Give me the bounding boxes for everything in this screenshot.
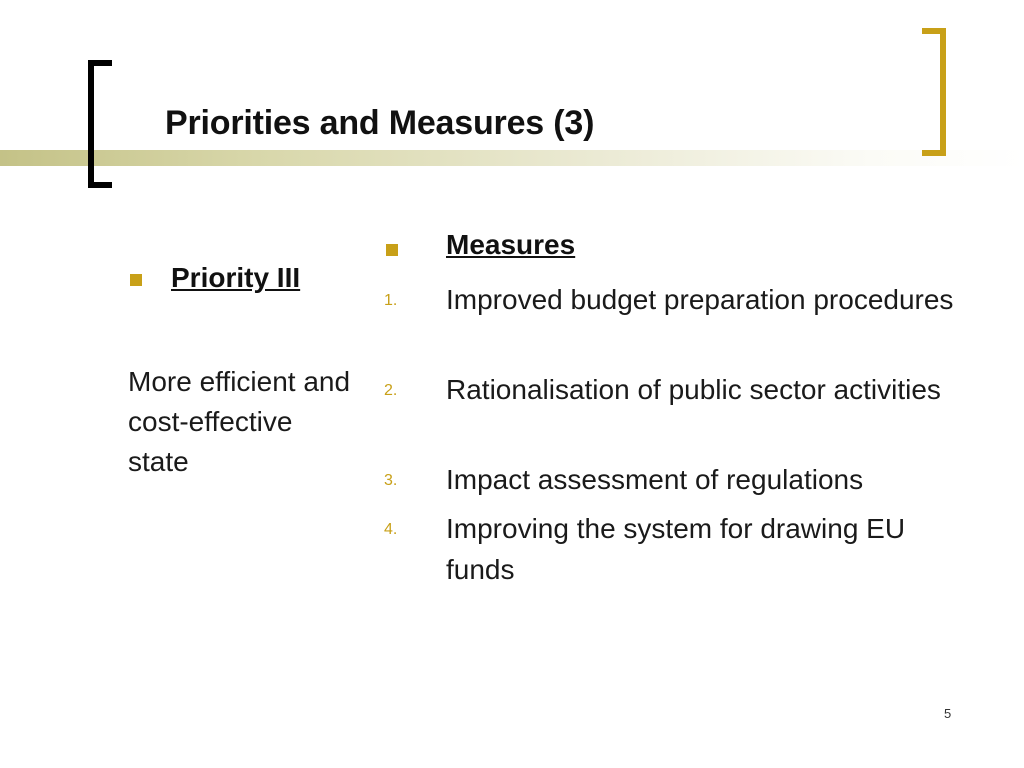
square-bullet-icon [130, 274, 142, 286]
list-item-number: 2. [384, 382, 398, 399]
list-item-number: 1. [384, 292, 398, 309]
list-item-number: 3. [384, 472, 398, 489]
title-gradient-bar [0, 150, 1024, 166]
list-item-number: 4. [384, 521, 398, 538]
page-number: 5 [944, 706, 952, 721]
priority-description: More efficient and cost-effective state [128, 366, 351, 477]
square-bullet-icon [386, 244, 398, 256]
slide-title: Priorities and Measures (3) [165, 104, 595, 142]
measures-heading: Measures [446, 229, 576, 260]
measure-item: Impact assessment of regulations [446, 464, 864, 495]
measure-item: Rationalisation of public sector activities [446, 374, 941, 405]
measure-item: Improved budget preparation procedures [446, 284, 954, 315]
right-bracket-decoration [922, 28, 946, 156]
left-bracket-decoration [88, 60, 112, 188]
priority-heading: Priority III [171, 262, 301, 293]
measure-item: Improving the system for drawing EU funds [446, 513, 906, 585]
